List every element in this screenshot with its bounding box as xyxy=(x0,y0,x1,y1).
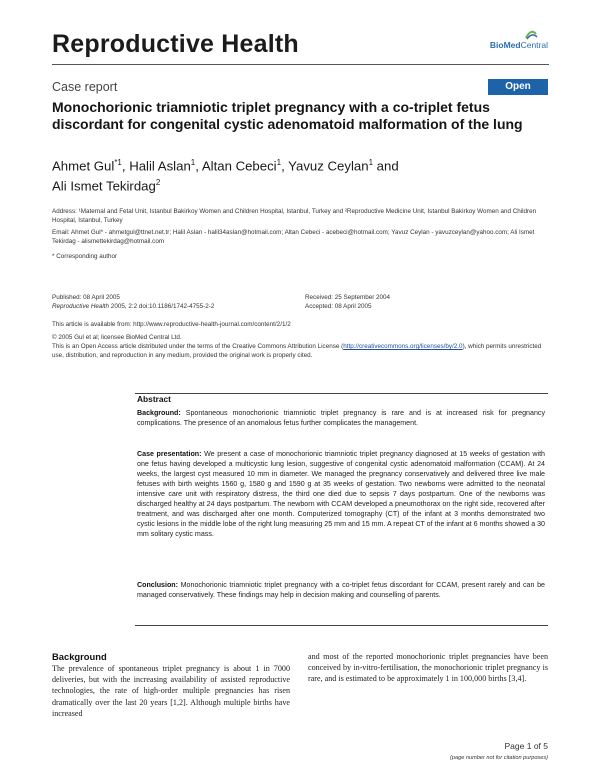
review-dates xyxy=(305,293,545,311)
biomed-swirl-icon xyxy=(524,30,538,40)
open-access-badge: Open Access xyxy=(488,79,548,95)
copyright-line: © 2005 Gul et al; licensee BioMed Central Ltd. xyxy=(52,334,182,341)
author-line-2 xyxy=(52,174,512,194)
author-name: Halil Aslan xyxy=(129,158,191,174)
abstract-heading: Abstract xyxy=(137,394,171,404)
background-heading: Background xyxy=(52,651,107,662)
affiliations: Address: ¹Maternal and Fetal Unit, Istanbul Bakirkoy Women and Children Hospital, Istanbul, Turkey and ²Reproductive Medicine Unit, Istanbul Bakirkoy Women and Children Hospital, Istanbul, Turkey xyxy=(52,208,537,224)
license-text: This is an Open Access article distributed under the terms of the Creative Commons Attribution License (http://creativecommons.org/licenses/by/2.0), which permits unrestricted use, distribution, and reproduction in any medium, provided the original work is properly cited. xyxy=(52,343,542,359)
section-label: Case report xyxy=(52,80,118,94)
author-name: Altan Cebeci xyxy=(201,158,277,174)
logo-text: BioMedCentral xyxy=(489,40,548,50)
abstract-background: Background: Spontaneous monochorionic triamniotic triplet pregnancy is rare and is at increased risk for pregnancy complications. The presence of an anomalous fetus further complicates the management. xyxy=(137,409,545,427)
author-affiliation-marker: 1 xyxy=(190,158,196,167)
body-column-left: The prevalence of spontaneous triplet pregnancy is about 1 in 7000 deliveries, but with the increasing availability of assisted reproductive technologies, the rate of high-order multiple pregnancies has risen dramatically over the last 20 years [1,2]. Although multiple births have increased xyxy=(52,664,290,718)
author-affiliation-marker: 1 xyxy=(368,158,374,167)
received-date: Received: 25 September 2004 xyxy=(305,294,391,301)
author-line-1: Ahmet Gul$^{*1}$, Halil Aslan$^1$, Altan Cebeci$^1$, Yavuz Ceylan$^1$ and xyxy=(52,158,399,174)
accepted-date: Accepted: 08 April 2005 xyxy=(305,303,372,310)
author-list xyxy=(52,154,512,195)
author-name: Ali Ismet Tekirdag xyxy=(52,178,156,194)
author-emails: Email: Ahmet Gul* - ahmetgul@ttnet.net.tr; Halil Aslan - halil34aslan@hotmail.com; Altan Cebeci - acebeci@hotmail.com; Yavuz Ceylan - yavuzceylan@yahoo.com; Ali Ismet Tekirdag - alismettekirdag@hotmail.com xyxy=(52,229,535,245)
article-url[interactable]: This article is available from: http://www.reproductive-health-journal.com/content/2/1/2 xyxy=(52,321,291,328)
biomed-central-logo[interactable] xyxy=(468,30,548,50)
page-number: Page 1 of 5 xyxy=(504,741,548,751)
body-column-right: and most of the reported monochorionic triplet pregnancies have been conceived by in-vitro-fertilisation, the monochorionic triplet pregnancy is rare, and is estimated to be approximately 1 in 100,000 births [3,4]. xyxy=(308,652,548,684)
corresponding-author-note: * Corresponding author xyxy=(52,253,118,260)
copyright-block xyxy=(52,333,548,360)
author-name: Ahmet Gul xyxy=(52,158,115,174)
publication-info xyxy=(52,293,292,311)
abstract-case-presentation: Case presentation: We present a case of monochorionic triamniotic triplet pregnancy diagnosed at 15 weeks of gestation with one fetus having developed a multicystic lung lesion, suggestive of congenital cystic adenomatoid malformation (CCAM). At 24 weeks, the largest cyst measured 10 mm in diameter. We managed the pregnancy conservatively and delivered three live male fetuses with birth weights 1560 g, 1580 g and 1590 g at 35 weeks of gestation. Two newborns were admitted to the neonatal intensive care unit with respiratory distress, the third one died due to sepsis 7 days postpartum. One of the newborns was discharged healthy at 24 days postpartum. The newborn with CCAM developed a pneumothorax on the right side, recovered after treatment, and was discharged after one month. Computerized tomography (CT) of the infant at 3 months demonstrated two cystic lesions in the middle lobe of the right lung measuring 25 mm and 15 mm. A repeat CT of the infant at 6 months showed a 30 mm solitary cystic mass. xyxy=(137,450,545,538)
article-title: Monochorionic triamniotic triplet pregnancy with a co-triplet fetus discordant for congenital cystic adenomatoid malformation of the lung xyxy=(52,99,523,132)
citation: Reproductive Health 2005, 2:2 doi:10.1186/1742-4755-2-2 xyxy=(52,303,215,310)
header-rule xyxy=(52,64,549,65)
author-affiliation-marker: 1 xyxy=(276,158,282,167)
abstract-conclusion: Conclusion: Monochorionic triamniotic triplet pregnancy with a co-triplet fetus discordant for CCAM, present rarely and can be managed conservatively. These findings may help in decision making and counselling of parents. xyxy=(137,581,545,599)
author-affiliation-marker: *1 xyxy=(114,158,122,167)
author-affiliation-marker: 2 xyxy=(155,178,161,188)
license-link[interactable]: http://creativecommons.org/licenses/by/2.0 xyxy=(343,343,463,350)
journal-title: Reproductive Health xyxy=(52,30,299,58)
page-number-note: (page number not for citation purposes) xyxy=(450,755,548,761)
author-name: Yavuz Ceylan xyxy=(288,158,369,174)
published-date: Published: 08 April 2005 xyxy=(52,294,120,301)
